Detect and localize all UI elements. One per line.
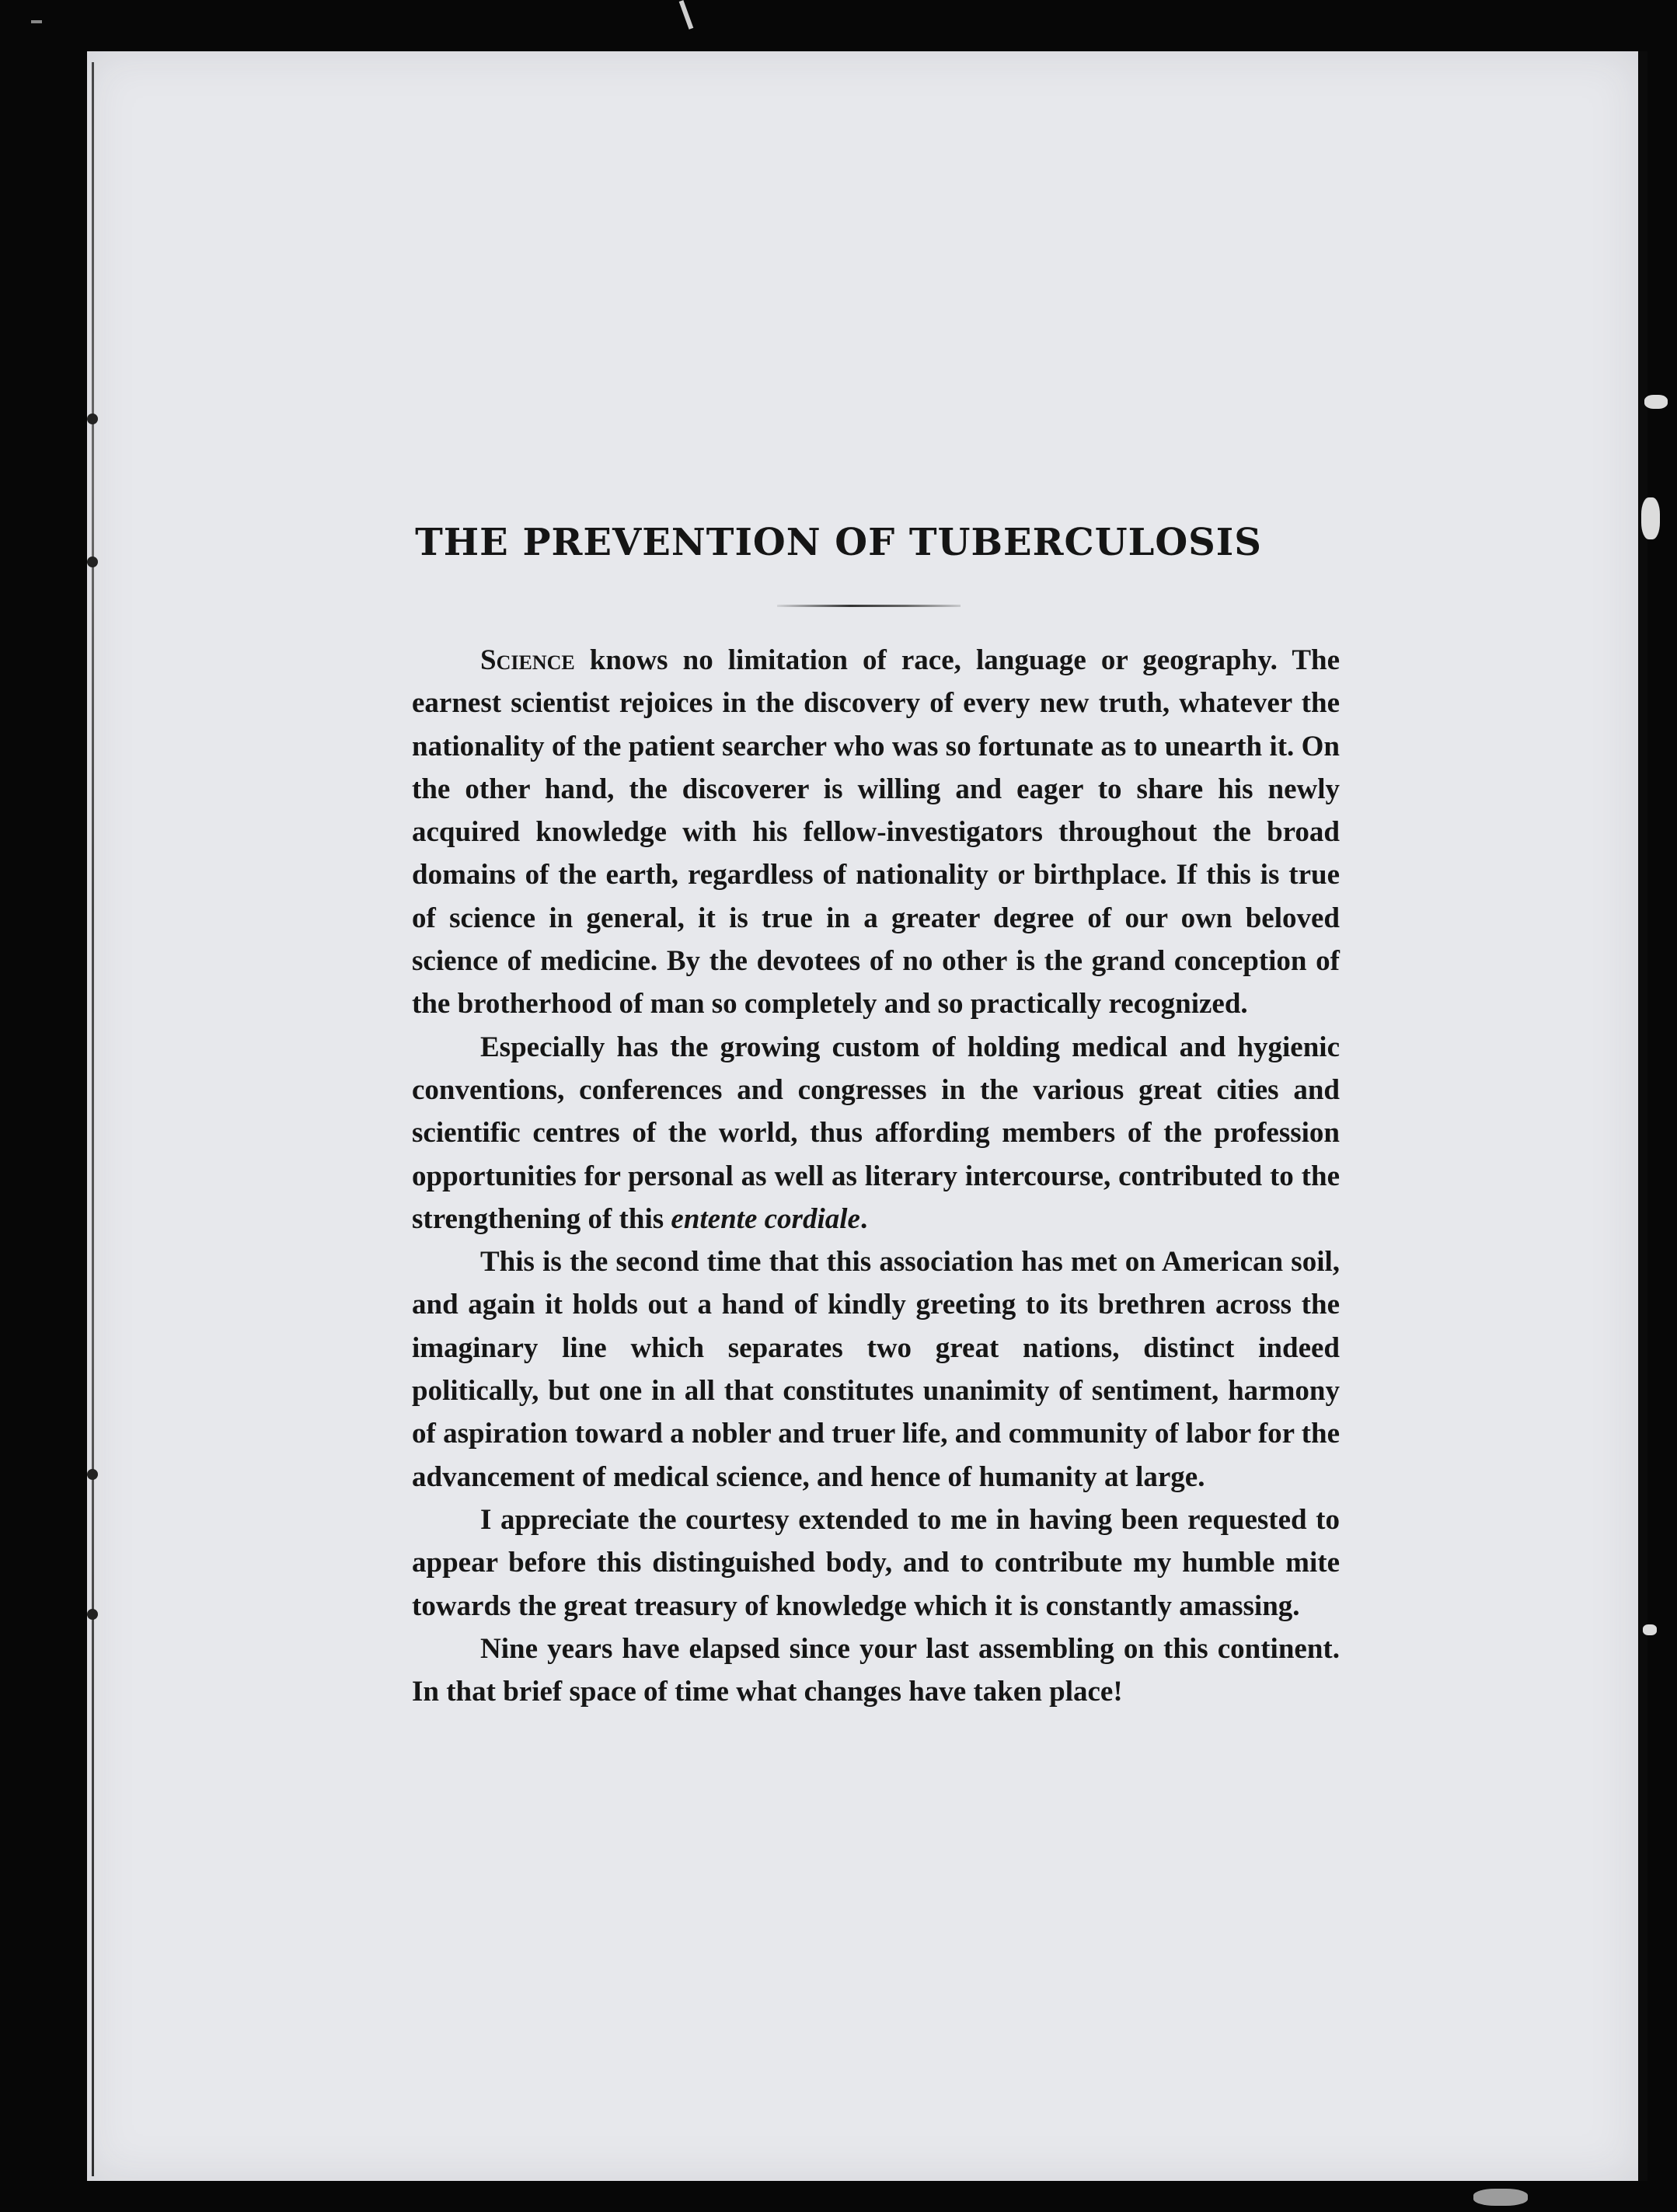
binding-mark	[87, 413, 98, 424]
paragraph-lead-word: Science	[480, 644, 575, 676]
paragraph	[412, 1240, 1340, 1499]
scan-artifact-fleck	[1644, 395, 1668, 409]
paragraph	[412, 1628, 1340, 1714]
paragraph-text: Especially has the growing custom of holding medical and hygienic conventions, conferences and congresses in the various great cities and scientific centres of the world, thus affording members of the profession opportunities for personal as well as literary intercourse, contributed to the strengthening of this	[412, 1031, 1340, 1235]
scan-artifact-fleck	[1473, 2189, 1528, 2206]
italic-phrase: entente cordiale	[671, 1202, 860, 1235]
paragraph-text: knows no limitation of race, language or geography. The earnest scientist rejoices in the discovery of every new truth, whatever the nationality of the patient searcher who was so fortunate as to unearth it. On the other hand, the discoverer is willing and eager to share his newly acquired knowledge with his fellow-investigators throughout the broad domains of the earth, regardless of nationality or birthplace. If this is true of science in general, it is true in a greater degree of our own beloved science of medicine. By the devotees of no other is the grand conception of the brotherhood of man so completely and so practically recognized.	[412, 644, 1340, 1021]
paragraph-tail: .	[859, 1202, 868, 1235]
binding-mark	[87, 1469, 98, 1480]
binding-mark	[87, 1609, 98, 1620]
document-body	[412, 639, 1340, 1713]
paragraph-text: This is the second time that this association has met on American soil, and again it holds out a hand of kindly greeting to its brethren across the imaginary line which separates two great nations, distinct indeed politically, but one in all that constitutes unanimity of sentiment, harmony of aspiration toward a nobler and truer life, and community of labor for the advancement of medical science, and hence of humanity at large.	[412, 1246, 1340, 1493]
scan-artifact-top	[679, 0, 694, 30]
page-binding-edge	[92, 62, 94, 2176]
document-title: THE PREVENTION OF TUBERCULOSIS	[415, 521, 1262, 564]
paragraph	[412, 1499, 1340, 1628]
scan-artifact-corner	[31, 20, 42, 23]
title-rule-divider	[777, 605, 961, 607]
paragraph	[412, 639, 1340, 1026]
paragraph-text: Nine years have elapsed since your last assembling on this continent. In that brief space of time what changes have taken place!	[412, 1632, 1340, 1708]
scan-artifact-fleck	[1643, 1624, 1657, 1635]
paragraph	[412, 1026, 1340, 1240]
page-right-edge	[1638, 51, 1647, 2181]
paragraph-text: I appreciate the courtesy extended to me in having been requested to appear before this distinguished body, and to contribute my humble mite towards the great treasury of knowledge which it is constantly amassing.	[412, 1503, 1340, 1622]
